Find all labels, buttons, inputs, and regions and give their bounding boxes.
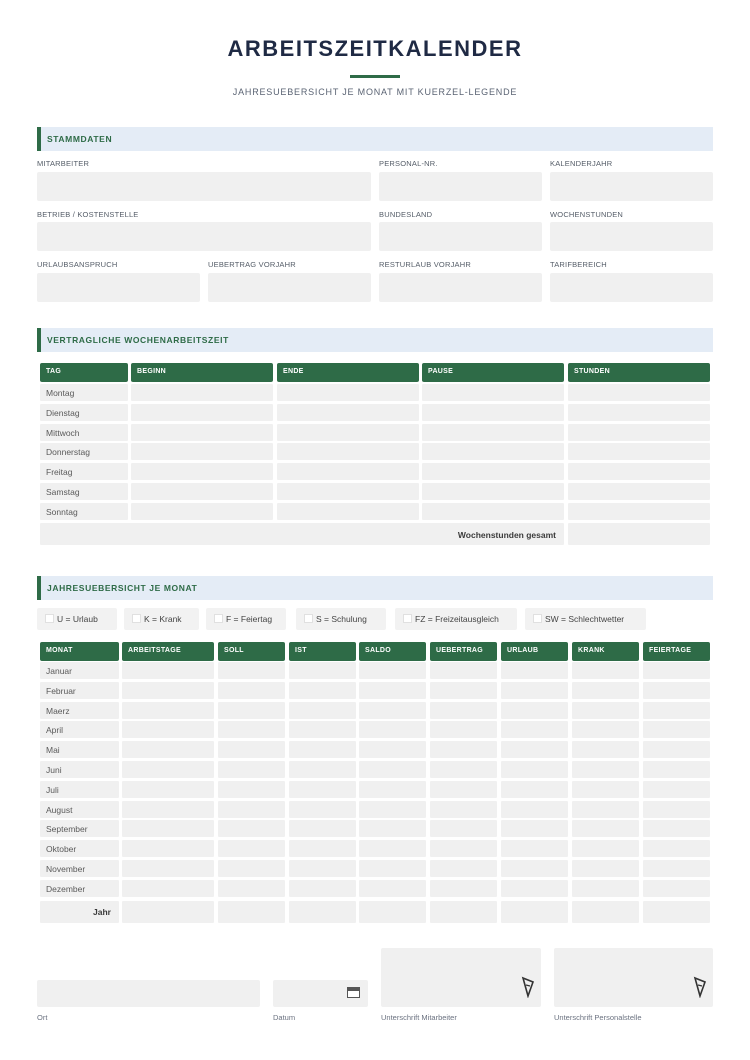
legend-item-freizeitausgleich[interactable]: [395, 608, 517, 630]
week-beginn-cell[interactable]: [131, 424, 273, 441]
signature-mitarbeiter-field[interactable]: [381, 948, 541, 1007]
month-arbeitstage-cell[interactable]: [122, 761, 214, 778]
legend-label: S = Schulung: [316, 614, 367, 624]
week-ende-cell[interactable]: [277, 404, 419, 421]
section-title: STAMMDATEN: [47, 134, 113, 144]
column-header-uebertrag: UEBERTRAG: [430, 642, 497, 661]
jahr-total-label: Jahr: [40, 901, 119, 923]
week-pause-cell[interactable]: [422, 404, 564, 421]
month-arbeitstage-cell[interactable]: [122, 662, 214, 679]
legend-checkbox[interactable]: [403, 614, 412, 623]
month-ist-cell[interactable]: [289, 781, 356, 798]
month-krank-cell[interactable]: [572, 761, 639, 778]
jahr-total-krank-cell[interactable]: [572, 901, 639, 923]
ort-label: Ort: [37, 1013, 48, 1022]
month-uebertrag-cell[interactable]: [430, 662, 497, 679]
month-urlaub-cell[interactable]: [501, 761, 568, 778]
month-soll-cell[interactable]: [218, 840, 285, 857]
month-krank-cell[interactable]: [572, 801, 639, 818]
pen-icon: [692, 976, 708, 998]
month-arbeitstage-cell[interactable]: [122, 820, 214, 837]
field-label-kalenderjahr: KALENDERJAHR: [550, 159, 613, 168]
month-uebertrag-cell[interactable]: [430, 721, 497, 738]
betrieb-field[interactable]: [37, 222, 371, 251]
month-row-label: Juni: [40, 761, 119, 778]
week-beginn-cell[interactable]: [131, 384, 273, 401]
week-ende-cell[interactable]: [277, 503, 419, 520]
month-uebertrag-cell[interactable]: [430, 840, 497, 857]
month-ist-cell[interactable]: [289, 880, 356, 897]
month-urlaub-cell[interactable]: [501, 820, 568, 837]
legend-label: F = Feiertag: [226, 614, 273, 624]
field-label-resturlaub: RESTURLAUB VORJAHR: [379, 260, 471, 269]
column-header-beginn: BEGINN: [131, 363, 273, 382]
month-krank-cell[interactable]: [572, 682, 639, 699]
month-row-label: August: [40, 801, 119, 818]
month-urlaub-cell[interactable]: [501, 781, 568, 798]
section-accent-bar: [37, 127, 41, 151]
month-feiertage-cell[interactable]: [643, 880, 710, 897]
week-pause-cell[interactable]: [422, 503, 564, 520]
tarifbereich-field[interactable]: [550, 273, 713, 302]
uebertrag-vorjahr-field[interactable]: [208, 273, 371, 302]
month-arbeitstage-cell[interactable]: [122, 880, 214, 897]
jahr-total-urlaub-cell[interactable]: [501, 901, 568, 923]
section-header-jahresuebersicht: [37, 576, 713, 600]
month-soll-cell[interactable]: [218, 761, 285, 778]
section-title: VERTRAGLICHE WOCHENARBEITSZEIT: [47, 335, 229, 345]
legend-checkbox[interactable]: [214, 614, 223, 623]
month-ist-cell[interactable]: [289, 721, 356, 738]
jahr-total-soll-cell[interactable]: [218, 901, 285, 923]
week-beginn-cell[interactable]: [131, 503, 273, 520]
month-soll-cell[interactable]: [218, 741, 285, 758]
month-arbeitstage-cell[interactable]: [122, 721, 214, 738]
urlaubsanspruch-field[interactable]: [37, 273, 200, 302]
week-pause-cell[interactable]: [422, 483, 564, 500]
month-feiertage-cell[interactable]: [643, 761, 710, 778]
month-ist-cell[interactable]: [289, 761, 356, 778]
month-krank-cell[interactable]: [572, 702, 639, 719]
legend-item-schlechtwetter[interactable]: [525, 608, 646, 630]
column-header-arbeitstage: ARBEITSTAGE: [122, 642, 214, 661]
jahr-total-ist-cell[interactable]: [289, 901, 356, 923]
month-row-label: April: [40, 721, 119, 738]
month-feiertage-cell[interactable]: [643, 781, 710, 798]
month-row-label: Januar: [40, 662, 119, 679]
calendar-icon[interactable]: [347, 987, 360, 998]
month-urlaub-cell[interactable]: [501, 860, 568, 877]
week-beginn-cell[interactable]: [131, 483, 273, 500]
month-saldo-cell[interactable]: [359, 761, 426, 778]
month-saldo-cell[interactable]: [359, 880, 426, 897]
column-header-feiertage: FEIERTAGE: [643, 642, 710, 661]
title-underline: [350, 75, 400, 78]
legend-item-feiertag[interactable]: [206, 608, 286, 630]
wochenstunden-field[interactable]: [550, 222, 713, 251]
week-stunden-cell[interactable]: [568, 404, 710, 421]
month-arbeitstage-cell[interactable]: [122, 682, 214, 699]
month-ist-cell[interactable]: [289, 682, 356, 699]
datum-label: Datum: [273, 1013, 296, 1022]
month-saldo-cell[interactable]: [359, 662, 426, 679]
field-label-bundesland: BUNDESLAND: [379, 210, 433, 219]
week-ende-cell[interactable]: [277, 463, 419, 480]
month-urlaub-cell[interactable]: [501, 662, 568, 679]
column-header-urlaub: URLAUB: [501, 642, 568, 661]
month-uebertrag-cell[interactable]: [430, 761, 497, 778]
month-saldo-cell[interactable]: [359, 702, 426, 719]
month-saldo-cell[interactable]: [359, 781, 426, 798]
personal-nr-field[interactable]: [379, 172, 542, 201]
month-uebertrag-cell[interactable]: [430, 820, 497, 837]
month-soll-cell[interactable]: [218, 880, 285, 897]
month-krank-cell[interactable]: [572, 721, 639, 738]
month-krank-cell[interactable]: [572, 662, 639, 679]
month-row-label: Mai: [40, 741, 119, 758]
month-krank-cell[interactable]: [572, 880, 639, 897]
month-krank-cell[interactable]: [572, 781, 639, 798]
month-feiertage-cell[interactable]: [643, 662, 710, 679]
month-uebertrag-cell[interactable]: [430, 741, 497, 758]
week-stunden-cell[interactable]: [568, 503, 710, 520]
month-soll-cell[interactable]: [218, 801, 285, 818]
section-accent-bar: [37, 576, 41, 600]
resturlaub-field[interactable]: [379, 273, 542, 302]
legend-checkbox[interactable]: [132, 614, 141, 623]
week-stunden-cell[interactable]: [568, 384, 710, 401]
month-soll-cell[interactable]: [218, 721, 285, 738]
month-uebertrag-cell[interactable]: [430, 702, 497, 719]
month-uebertrag-cell[interactable]: [430, 860, 497, 877]
month-row-label: Dezember: [40, 880, 119, 897]
week-beginn-cell[interactable]: [131, 404, 273, 421]
column-header-ende: ENDE: [277, 363, 419, 382]
field-label-uebertrag: UEBERTRAG VORJAHR: [208, 260, 296, 269]
week-row-label: Mittwoch: [40, 424, 128, 441]
legend-label: FZ = Freizeitausgleich: [415, 614, 499, 624]
month-feiertage-cell[interactable]: [643, 741, 710, 758]
legend-label: U = Urlaub: [57, 614, 98, 624]
week-pause-cell[interactable]: [422, 424, 564, 441]
wochenstunden-gesamt-label: Wochenstunden gesamt: [40, 523, 564, 545]
month-arbeitstage-cell[interactable]: [122, 741, 214, 758]
month-urlaub-cell[interactable]: [501, 840, 568, 857]
week-stunden-cell[interactable]: [568, 483, 710, 500]
month-uebertrag-cell[interactable]: [430, 682, 497, 699]
week-pause-cell[interactable]: [422, 443, 564, 460]
field-label-tarifbereich: TARIFBEREICH: [550, 260, 607, 269]
month-feiertage-cell[interactable]: [643, 820, 710, 837]
month-feiertage-cell[interactable]: [643, 860, 710, 877]
month-feiertage-cell[interactable]: [643, 801, 710, 818]
month-urlaub-cell[interactable]: [501, 721, 568, 738]
month-arbeitstage-cell[interactable]: [122, 702, 214, 719]
column-header-krank: KRANK: [572, 642, 639, 661]
week-row-label: Samstag: [40, 483, 128, 500]
signature-mitarbeiter-label: Unterschrift Mitarbeiter: [381, 1013, 457, 1022]
jahr-total-uebertrag-cell[interactable]: [430, 901, 497, 923]
month-ist-cell[interactable]: [289, 801, 356, 818]
field-label-urlaubsanspruch: URLAUBSANSPRUCH: [37, 260, 118, 269]
month-arbeitstage-cell[interactable]: [122, 781, 214, 798]
bundesland-field[interactable]: [379, 222, 542, 251]
month-soll-cell[interactable]: [218, 820, 285, 837]
month-soll-cell[interactable]: [218, 860, 285, 877]
week-row-label: Montag: [40, 384, 128, 401]
month-urlaub-cell[interactable]: [501, 702, 568, 719]
month-krank-cell[interactable]: [572, 820, 639, 837]
field-label-betrieb: BETRIEB / KOSTENSTELLE: [37, 210, 139, 219]
wochenstunden-gesamt-field[interactable]: [568, 523, 710, 545]
month-soll-cell[interactable]: [218, 682, 285, 699]
month-ist-cell[interactable]: [289, 662, 356, 679]
legend-item-schulung[interactable]: [296, 608, 386, 630]
section-header-wochenarbeitszeit: [37, 328, 713, 352]
month-urlaub-cell[interactable]: [501, 682, 568, 699]
month-feiertage-cell[interactable]: [643, 840, 710, 857]
column-header-ist: IST: [289, 642, 356, 661]
month-row-label: Juli: [40, 781, 119, 798]
legend-label: SW = Schlechtwetter: [545, 614, 625, 624]
field-label-personal-nr: PERSONAL-NR.: [379, 159, 438, 168]
month-urlaub-cell[interactable]: [501, 880, 568, 897]
month-soll-cell[interactable]: [218, 662, 285, 679]
section-title: JAHRESUEBERSICHT JE MONAT: [47, 583, 198, 593]
legend-checkbox[interactable]: [533, 614, 542, 623]
month-soll-cell[interactable]: [218, 781, 285, 798]
month-saldo-cell[interactable]: [359, 860, 426, 877]
month-krank-cell[interactable]: [572, 840, 639, 857]
week-row-label: Donnerstag: [40, 443, 128, 460]
field-label-mitarbeiter: MITARBEITER: [37, 159, 90, 168]
week-ende-cell[interactable]: [277, 483, 419, 500]
kalenderjahr-field[interactable]: [550, 172, 713, 201]
month-arbeitstage-cell[interactable]: [122, 840, 214, 857]
column-header-saldo: SALDO: [359, 642, 426, 661]
mitarbeiter-field[interactable]: [37, 172, 371, 201]
column-header-stunden: STUNDEN: [568, 363, 710, 382]
month-saldo-cell[interactable]: [359, 820, 426, 837]
month-row-label: Februar: [40, 682, 119, 699]
month-row-label: November: [40, 860, 119, 877]
month-krank-cell[interactable]: [572, 741, 639, 758]
legend-label: K = Krank: [144, 614, 182, 624]
month-row-label: September: [40, 820, 119, 837]
month-urlaub-cell[interactable]: [501, 801, 568, 818]
signature-personalstelle-field[interactable]: [554, 948, 713, 1007]
month-uebertrag-cell[interactable]: [430, 801, 497, 818]
ort-field[interactable]: [37, 980, 260, 1007]
month-arbeitstage-cell[interactable]: [122, 860, 214, 877]
month-row-label: Oktober: [40, 840, 119, 857]
column-header-soll: SOLL: [218, 642, 285, 661]
month-feiertage-cell[interactable]: [643, 702, 710, 719]
month-feiertage-cell[interactable]: [643, 721, 710, 738]
signature-personalstelle-label: Unterschrift Personalstelle: [554, 1013, 642, 1022]
week-pause-cell[interactable]: [422, 384, 564, 401]
month-arbeitstage-cell[interactable]: [122, 801, 214, 818]
jahr-total-saldo-cell[interactable]: [359, 901, 426, 923]
week-beginn-cell[interactable]: [131, 443, 273, 460]
month-saldo-cell[interactable]: [359, 682, 426, 699]
month-ist-cell[interactable]: [289, 820, 356, 837]
month-krank-cell[interactable]: [572, 860, 639, 877]
month-uebertrag-cell[interactable]: [430, 880, 497, 897]
column-header-monat: MONAT: [40, 642, 119, 661]
month-feiertage-cell[interactable]: [643, 682, 710, 699]
month-ist-cell[interactable]: [289, 741, 356, 758]
jahr-total-feiertage-cell[interactable]: [643, 901, 710, 923]
month-ist-cell[interactable]: [289, 702, 356, 719]
section-header-stammdaten: [37, 127, 713, 151]
month-saldo-cell[interactable]: [359, 801, 426, 818]
month-uebertrag-cell[interactable]: [430, 781, 497, 798]
week-ende-cell[interactable]: [277, 443, 419, 460]
week-row-label: Sonntag: [40, 503, 128, 520]
field-label-wochenstunden: WOCHENSTUNDEN: [550, 210, 624, 219]
month-saldo-cell[interactable]: [359, 721, 426, 738]
legend-item-urlaub[interactable]: [37, 608, 117, 630]
month-row-label: Maerz: [40, 702, 119, 719]
week-stunden-cell[interactable]: [568, 443, 710, 460]
week-beginn-cell[interactable]: [131, 463, 273, 480]
column-header-pause: PAUSE: [422, 363, 564, 382]
month-ist-cell[interactable]: [289, 840, 356, 857]
week-ende-cell[interactable]: [277, 424, 419, 441]
month-saldo-cell[interactable]: [359, 741, 426, 758]
week-stunden-cell[interactable]: [568, 424, 710, 441]
jahr-total-arbeitstage-cell[interactable]: [122, 901, 214, 923]
pen-icon: [520, 976, 536, 998]
week-stunden-cell[interactable]: [568, 463, 710, 480]
column-header-tag: TAG: [40, 363, 128, 382]
legend-checkbox[interactable]: [45, 614, 54, 623]
legend-checkbox[interactable]: [304, 614, 313, 623]
legend-item-krank[interactable]: [124, 608, 199, 630]
month-urlaub-cell[interactable]: [501, 741, 568, 758]
month-saldo-cell[interactable]: [359, 840, 426, 857]
month-soll-cell[interactable]: [218, 702, 285, 719]
week-ende-cell[interactable]: [277, 384, 419, 401]
week-row-label: Freitag: [40, 463, 128, 480]
month-ist-cell[interactable]: [289, 860, 356, 877]
page-subtitle: JAHRESUEBERSICHT JE MONAT MIT KUERZEL-LEGENDE: [232, 87, 518, 97]
week-row-label: Dienstag: [40, 404, 128, 421]
week-pause-cell[interactable]: [422, 463, 564, 480]
section-accent-bar: [37, 328, 41, 352]
page-title: ARBEITSZEITKALENDER: [227, 36, 523, 61]
